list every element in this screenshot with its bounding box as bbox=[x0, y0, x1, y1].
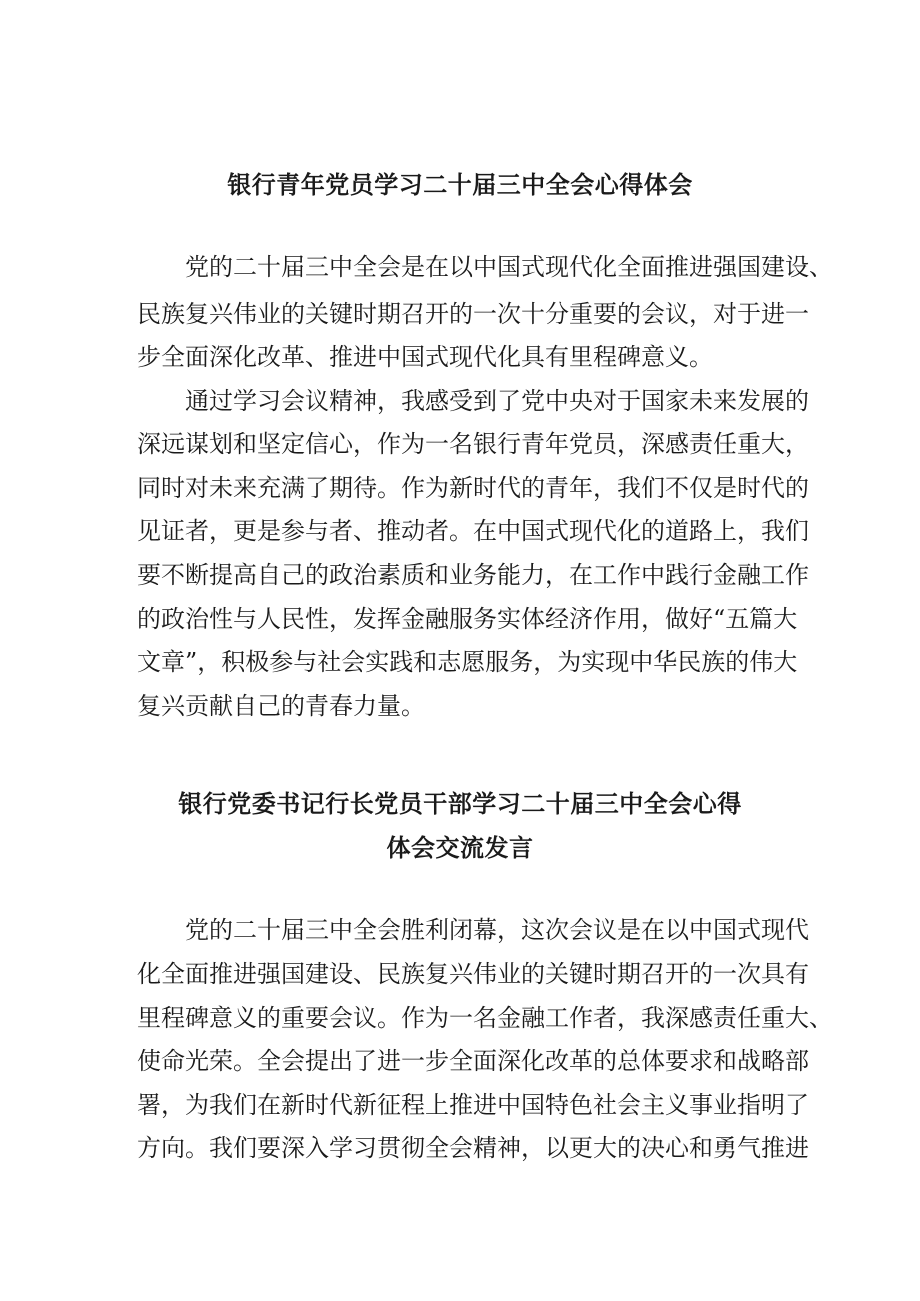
doc2-p1-line3: 里程碑意义的重要会议。作为一名金融工作者，我深感责任重大、 bbox=[137, 1004, 833, 1032]
doc1-p2-line2: 深远谋划和坚定信心，作为一名银行青年党员，深感责任重大， bbox=[137, 430, 809, 458]
doc1-p1-line1: 党的二十届三中全会是在以中国式现代化全面推进强国建设、 bbox=[185, 253, 833, 281]
doc1-p2-line7: 文章”，积极参与社会实践和志愿服务，为实现中华民族的伟大 bbox=[137, 648, 798, 676]
doc2-title-line2: 体会交流发言 bbox=[386, 834, 534, 862]
doc1-p2-line3: 同时对未来充满了期待。作为新时代的青年，我们不仅是时代的 bbox=[137, 474, 809, 502]
doc1-p2-line5: 要不断提高自己的政治素质和业务能力，在工作中践行金融工作 bbox=[137, 561, 809, 589]
doc1-p1-line3: 步全面深化改革、推进中国式现代化具有里程碑意义。 bbox=[137, 343, 713, 371]
doc1-p2-line1: 通过学习会议精神，我感受到了党中央对于国家未来发展的 bbox=[185, 387, 809, 415]
doc2-p1-line1: 党的二十届三中全会胜利闭幕，这次会议是在以中国式现代 bbox=[185, 916, 809, 944]
doc1-p2-line4: 见证者，更是参与者、推动者。在中国式现代化的道路上，我们 bbox=[137, 517, 809, 545]
doc1-p2-line8: 复兴贡献自己的青春力量。 bbox=[137, 692, 425, 720]
doc2-p1-line6: 方向。我们要深入学习贯彻全会精神，以更大的决心和勇气推进 bbox=[137, 1134, 809, 1162]
doc2-p1-line4: 使命光荣。全会提出了进一步全面深化改革的总体要求和战略部 bbox=[137, 1047, 809, 1075]
doc1-p2-line6: 的政治性与人民性，发挥金融服务实体经济作用，做好“五篇大 bbox=[137, 605, 798, 633]
doc2-p1-line2: 化全面推进强国建设、民族复兴伟业的关键时期召开的一次具有 bbox=[137, 960, 809, 988]
doc1-p1-line2: 民族复兴伟业的关键时期召开的一次十分重要的会议，对于进一 bbox=[137, 300, 809, 328]
doc2-p1-line5: 署，为我们在新时代新征程上推进中国特色社会主义事业指明了 bbox=[137, 1091, 809, 1119]
doc2-title-line1: 银行党委书记行长党员干部学习二十届三中全会心得 bbox=[178, 790, 742, 818]
doc1-title: 银行青年党员学习二十届三中全会心得体会 bbox=[227, 171, 693, 199]
